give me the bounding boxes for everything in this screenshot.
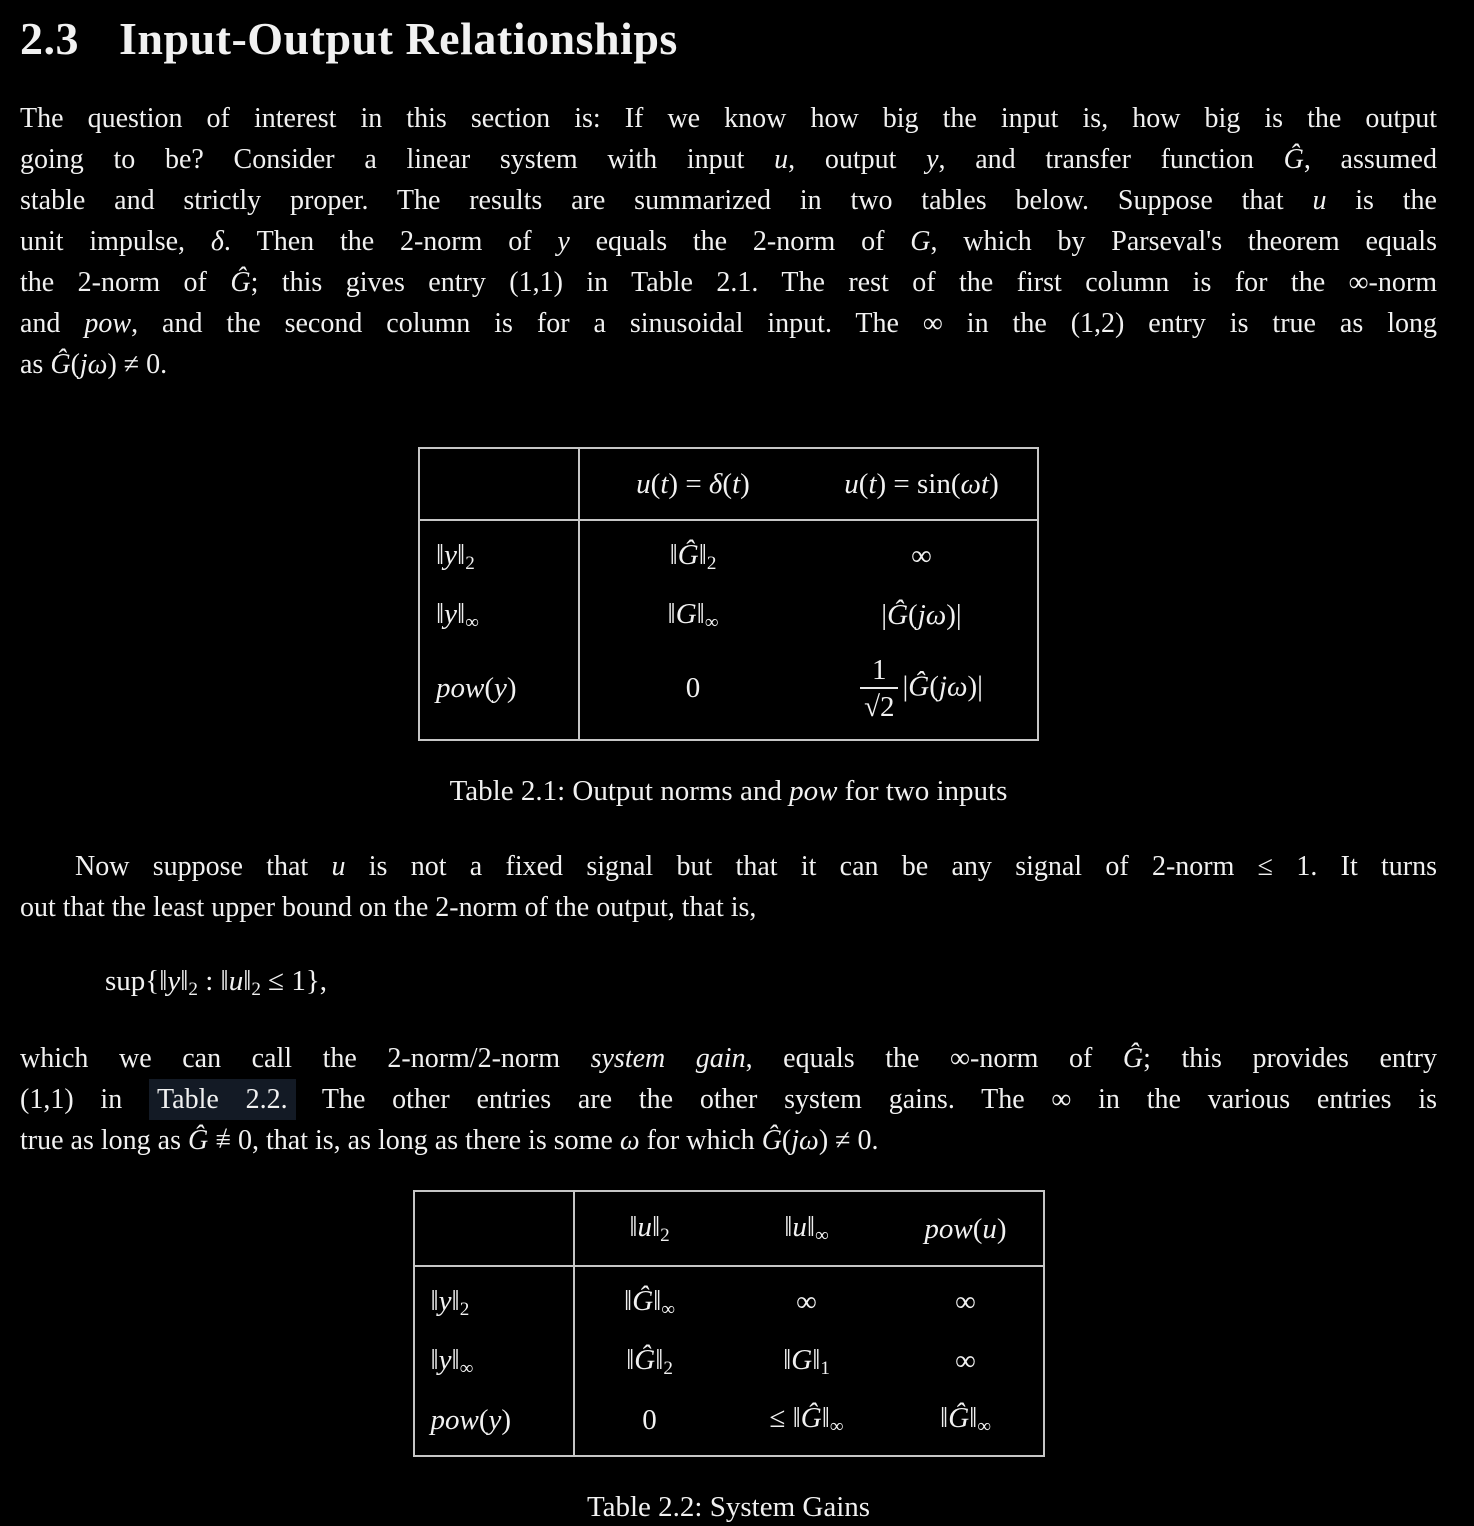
- text-run: ‖: [667, 597, 676, 630]
- text-run: is not a fixed signal but that it can be any signal of 2-norm ≤ 1. It turns: [345, 850, 1437, 882]
- text-run: ‖: [669, 539, 678, 572]
- text-run: ‖: [698, 539, 707, 572]
- text-run: (: [781, 1125, 792, 1157]
- text-run: ‖: [969, 1402, 978, 1435]
- text-run: pow: [924, 1212, 973, 1245]
- text-line: [20, 887, 1437, 928]
- text-run: out that the least upper bound on the 2-norm of the output, that is,: [20, 891, 757, 923]
- text-run: y: [488, 1403, 502, 1436]
- text-run: t: [660, 468, 669, 500]
- text-run: ‖: [436, 597, 445, 630]
- text-run: ‖: [430, 1285, 439, 1318]
- text-line: [20, 221, 1437, 262]
- text-run: 2: [459, 1298, 470, 1320]
- text-run: y: [444, 539, 458, 572]
- text-run: ): [506, 672, 517, 705]
- text-run: y: [926, 144, 939, 175]
- table-cell: [725, 1390, 889, 1456]
- text-run: ‖: [626, 1343, 635, 1376]
- text-run: Ĝ: [632, 1285, 654, 1318]
- text-run: ‖: [812, 1343, 821, 1376]
- text-run: 1: [820, 1357, 830, 1379]
- text-run: y: [557, 226, 570, 257]
- row-label-y-infnorm: [414, 1332, 574, 1391]
- text-line: [20, 1120, 1437, 1161]
- text-run: and: [20, 308, 85, 339]
- text-run: )|: [946, 599, 962, 632]
- table-cell: [806, 586, 1038, 645]
- text-run: (1,1) in: [20, 1084, 149, 1116]
- text-run: ∞: [911, 540, 932, 573]
- text-line: [20, 344, 1437, 385]
- table-header-row: [419, 448, 1038, 520]
- text-run: ‖: [159, 964, 168, 997]
- text-run: ∞: [955, 1286, 976, 1319]
- text-run: for which: [639, 1125, 762, 1157]
- text-line: [20, 262, 1437, 303]
- table-cell: [889, 1390, 1044, 1456]
- text-run: G: [791, 1343, 813, 1376]
- text-run: ‖: [806, 1211, 816, 1244]
- table-cell: [579, 586, 806, 645]
- text-run: u: [228, 964, 244, 997]
- text-run: , assumed: [1303, 144, 1437, 175]
- paragraph-signal-bound: [20, 846, 1437, 928]
- table-row: [414, 1390, 1044, 1456]
- text-run: ‖: [220, 964, 229, 997]
- text-run: ; this gives entry (1,1) in Table 2.1. The rest of the first column is for the ∞-norm: [250, 267, 1437, 298]
- table-cell: [579, 645, 806, 740]
- section-title: Input-Output Relationships: [119, 13, 678, 64]
- text-run: pow: [430, 1403, 479, 1436]
- text-run: t: [868, 468, 877, 500]
- text-run: Ĝ: [948, 1402, 970, 1435]
- text-run: Ĝ: [634, 1343, 656, 1376]
- table-cell: [725, 1266, 889, 1332]
- text-run: |: [902, 670, 909, 703]
- text-run: (: [929, 670, 939, 703]
- text-run: ‖: [180, 964, 189, 997]
- text-run: , and transfer function: [938, 144, 1284, 175]
- text-line: [20, 98, 1437, 139]
- table-cell: [889, 1266, 1044, 1332]
- table-2-2-reference[interactable]: Table 2.2.: [149, 1079, 296, 1120]
- table-2-2-caption: [20, 1488, 1437, 1526]
- text-run: as: [20, 349, 51, 380]
- text-run: δ: [210, 226, 224, 257]
- text-run: [208, 1125, 215, 1156]
- text-run: y: [438, 1343, 452, 1376]
- text-run: :: [197, 964, 221, 997]
- table-cell: [574, 1332, 725, 1391]
- table-corner-cell: [414, 1191, 574, 1266]
- row-label-y-2norm: [419, 520, 579, 586]
- text-run: ): [996, 1212, 1007, 1245]
- table-row: [419, 586, 1038, 645]
- text-run: |: [881, 599, 888, 632]
- text-run: 2: [660, 1225, 670, 1247]
- text-run: u: [982, 1212, 997, 1245]
- text-run: 2: [465, 553, 475, 575]
- table-cell: [889, 1332, 1044, 1391]
- text-run: ≤ 1},: [260, 964, 327, 997]
- text-run: (: [908, 599, 918, 632]
- text-run: u: [637, 1211, 652, 1244]
- text-run: ‖: [430, 1343, 439, 1376]
- text-run: The other entries are the other system gains. The ∞ in the various entries is: [295, 1084, 1437, 1116]
- text-run: ω: [619, 1125, 640, 1157]
- text-run: ‖: [624, 1285, 633, 1318]
- text-run: jω: [791, 1125, 819, 1157]
- text-run: )|: [967, 670, 983, 703]
- text-run: The question of interest in this section is: If we know how big the input is, how big is the output: [20, 103, 1437, 134]
- text-run: Ĝ: [187, 1125, 209, 1157]
- text-run: ‖: [940, 1402, 949, 1435]
- document-page: [20, 0, 1437, 1526]
- text-line: [20, 1038, 1437, 1079]
- text-run: ≤: [769, 1402, 793, 1435]
- fraction-denominator: √2: [860, 687, 898, 722]
- text-run: ‖: [653, 1285, 662, 1318]
- text-run: for two inputs: [837, 774, 1008, 807]
- text-run: (: [484, 672, 495, 705]
- text-line: [20, 1079, 1437, 1120]
- table-row: [414, 1332, 1044, 1391]
- column-header-impulse-input: [579, 448, 806, 520]
- text-run: ‖: [451, 1285, 460, 1318]
- text-run: ) ≠ 0.: [818, 1125, 879, 1157]
- text-run: which we can call the 2-norm/2-norm: [20, 1043, 591, 1075]
- column-header-u-infnorm: [725, 1191, 889, 1266]
- text-run: u: [792, 1211, 807, 1244]
- text-run: ∞: [465, 611, 479, 633]
- paragraph-system-gain: [20, 1038, 1437, 1161]
- row-label-pow-y: [419, 645, 579, 740]
- text-run: going to be? Consider a linear system with input: [20, 144, 775, 175]
- table-cell: [579, 520, 806, 586]
- table-corner-cell: [419, 448, 579, 520]
- text-run: , and the second column is for a sinusoidal input. The ∞ in the (1,2) entry is true as long: [131, 308, 1437, 339]
- text-run: y: [444, 597, 458, 630]
- text-run: Ĝ: [761, 1125, 782, 1157]
- text-run: Table 2.2: System Gains: [586, 1491, 871, 1524]
- text-run: unit impulse,: [20, 226, 211, 257]
- text-run: jω: [938, 670, 968, 703]
- text-run: ‖: [696, 597, 705, 630]
- text-run: (: [858, 468, 869, 500]
- text-run: ) = sin(: [876, 468, 961, 500]
- text-run: ‖: [792, 1402, 801, 1435]
- text-run: ): [501, 1403, 512, 1436]
- paragraph-intro: [20, 98, 1437, 385]
- not-identical-symbol: ≡ /: [215, 1120, 231, 1161]
- text-run: system gain: [590, 1043, 746, 1075]
- text-run: ∞: [661, 1298, 675, 1320]
- text-run: y: [167, 964, 181, 997]
- text-run: jω: [79, 349, 108, 380]
- text-run: 2: [663, 1357, 673, 1379]
- text-line: [20, 139, 1437, 180]
- text-run: t: [732, 468, 741, 500]
- text-run: Ĝ: [908, 670, 930, 703]
- text-run: 2: [251, 978, 261, 1000]
- text-run: ∞: [815, 1225, 829, 1247]
- row-label-y-2norm: [414, 1266, 574, 1332]
- text-run: jω: [917, 599, 947, 632]
- fraction-numerator: 1: [872, 653, 887, 686]
- text-run: sup{: [105, 964, 160, 997]
- text-run: Ĝ: [1283, 144, 1304, 175]
- text-run: G: [675, 597, 697, 630]
- text-run: ; this provides entry: [1143, 1043, 1437, 1075]
- text-run: , which by Parseval's theorem equals: [930, 226, 1437, 257]
- text-run: ‖: [655, 1343, 664, 1376]
- text-run: ‖: [451, 1343, 460, 1376]
- text-run: G: [910, 226, 931, 257]
- row-label-pow-y: [414, 1390, 574, 1456]
- table-2-1-caption: [20, 772, 1437, 810]
- text-run: y: [438, 1285, 452, 1318]
- text-run: 0: [685, 672, 701, 705]
- text-run: pow: [436, 672, 485, 705]
- column-header-pow-u: [889, 1191, 1044, 1266]
- text-run: ∞: [459, 1357, 474, 1379]
- text-run: ‖: [629, 1211, 638, 1244]
- row-label-y-infnorm: [419, 586, 579, 645]
- table-cell: [574, 1266, 725, 1332]
- text-run: u: [774, 144, 789, 175]
- table-2-2: [413, 1190, 1045, 1457]
- text-run: Table 2.1: Output norms and: [449, 774, 790, 807]
- text-run: ‖: [821, 1402, 830, 1435]
- table-cell: [574, 1390, 725, 1456]
- text-run: ‖: [457, 539, 466, 572]
- text-run: 0, that is, as long as there is some: [231, 1125, 620, 1157]
- text-run: stable and strictly proper. The results are summarized in two tables below. Suppose that: [20, 185, 1313, 216]
- section-number: 2.3: [20, 13, 79, 64]
- text-line: [20, 180, 1437, 221]
- text-run: ‖: [243, 964, 252, 997]
- text-run: . Then the 2-norm of: [223, 226, 558, 257]
- text-run: ‖: [783, 1343, 792, 1376]
- text-run: pow: [789, 774, 838, 807]
- text-run: u: [1312, 185, 1327, 216]
- text-run: (: [972, 1212, 983, 1245]
- text-run: true as long as: [20, 1125, 188, 1157]
- section-heading: [20, 12, 1437, 66]
- column-header-u-2norm: [574, 1191, 725, 1266]
- text-run: 0: [642, 1403, 657, 1436]
- text-run: (: [478, 1403, 489, 1436]
- text-run: equals the 2-norm of: [569, 226, 911, 257]
- text-run: ): [740, 468, 750, 500]
- text-run: Ĝ: [50, 349, 71, 380]
- display-formula-sup: [20, 958, 1437, 1013]
- text-run: Ĝ: [677, 539, 699, 572]
- text-run: u: [844, 468, 859, 500]
- table-row: [419, 520, 1038, 586]
- text-run: ∞: [796, 1286, 817, 1319]
- text-run: ‖: [436, 539, 445, 572]
- text-run: u: [636, 468, 651, 500]
- text-run: (: [722, 468, 733, 500]
- table-row: [419, 645, 1038, 740]
- text-run: pow: [84, 308, 132, 339]
- text-line: [20, 846, 1437, 887]
- text-run: (: [70, 349, 80, 380]
- text-run: Ĝ: [230, 267, 251, 298]
- text-run: ∞: [955, 1344, 976, 1377]
- text-run: ‖: [457, 597, 466, 630]
- text-run: Ĝ: [887, 599, 909, 632]
- text-run: (: [650, 468, 661, 500]
- text-run: ) =: [668, 468, 709, 500]
- table-cell: [806, 520, 1038, 586]
- text-run: Ĝ: [800, 1402, 822, 1435]
- text-run: ∞: [829, 1416, 844, 1438]
- text-run: is the: [1326, 185, 1437, 216]
- text-run: 2: [188, 978, 198, 1000]
- text-run: , output: [788, 144, 927, 175]
- text-run: δ: [708, 468, 723, 500]
- text-run: ωt: [960, 468, 990, 500]
- text-run: the 2-norm of: [20, 267, 231, 298]
- text-run: y: [494, 672, 507, 705]
- column-header-sinusoid-input: [806, 448, 1038, 520]
- text-line: [20, 303, 1437, 344]
- table-header-row: [414, 1191, 1044, 1266]
- text-run: u: [331, 850, 346, 882]
- text-run: ‖: [651, 1211, 661, 1244]
- text-run: ‖: [784, 1211, 793, 1244]
- table-cell: [806, 645, 1038, 740]
- text-run: ): [989, 468, 999, 500]
- text-run: ) ≠ 0.: [107, 349, 168, 380]
- text-run: ∞: [977, 1416, 991, 1438]
- text-run: ∞: [704, 611, 719, 633]
- table-2-1: [418, 447, 1039, 741]
- text-run: Now suppose that: [75, 850, 332, 882]
- fraction: [860, 655, 898, 723]
- text-run: Ĝ: [1122, 1043, 1144, 1075]
- text-run: , equals the ∞-norm of: [745, 1043, 1123, 1075]
- table-cell: [725, 1332, 889, 1391]
- text-run: 2: [706, 553, 717, 575]
- table-row: [414, 1266, 1044, 1332]
